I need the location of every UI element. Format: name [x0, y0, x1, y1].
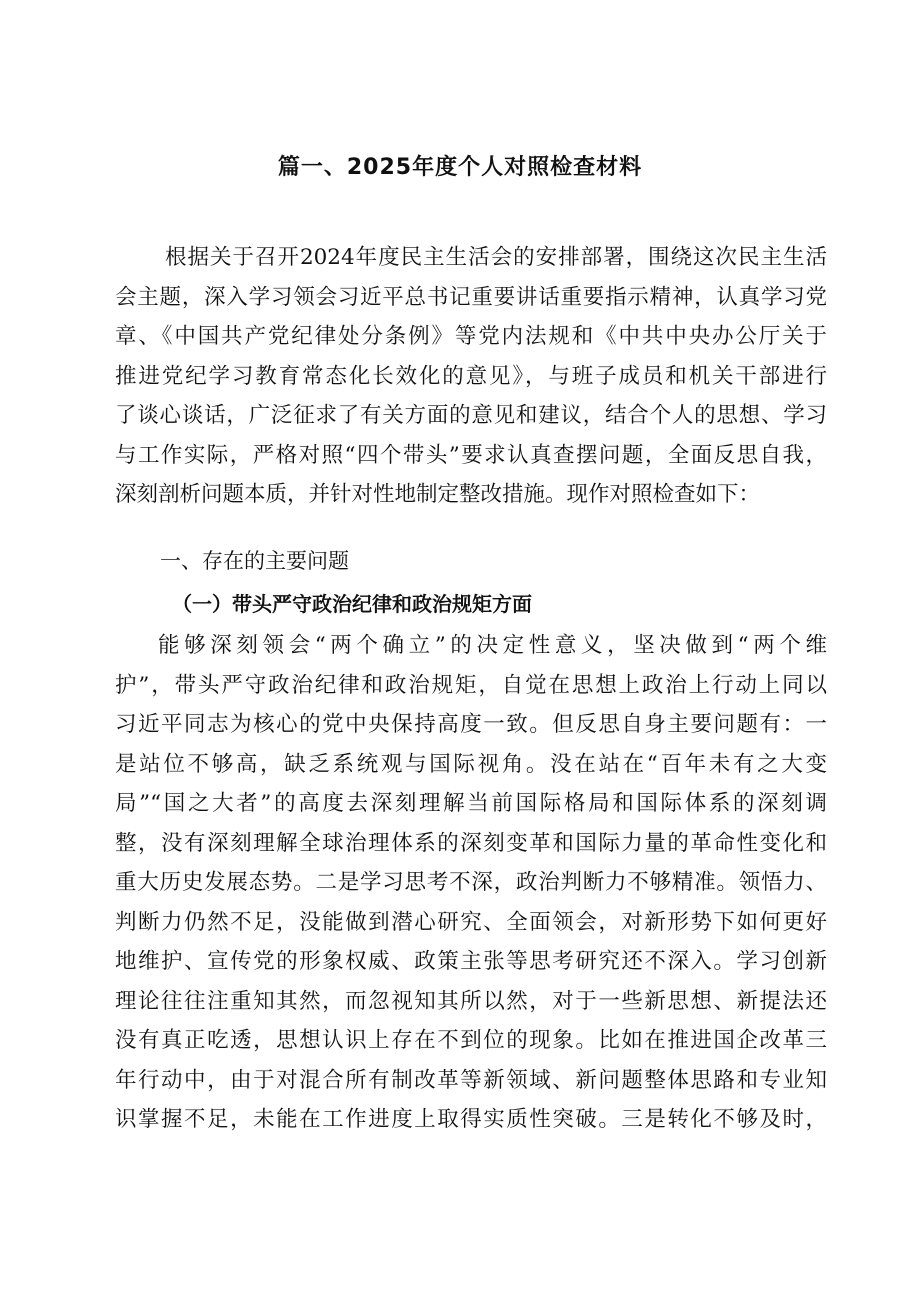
text-line: 习近平同志为核心的党中央保持高度一致。但反思自身主要问题有：一 [115, 712, 827, 737]
text-line: 推进党纪学习教育常态化长效化的意见》，与班子成员和机关干部进行 [115, 363, 827, 389]
text-line: 局”“国之大者”的高度去深刻理解当前国际格局和国际体系的深刻调 [115, 791, 827, 816]
text-line: 整，没有深刻理解全球治理体系的深刻变革和国际力量的革命性变化和 [115, 830, 827, 856]
text-line: 年行动中，由于对混合所有制改革等新领域、新问题整体思路和专业知 [115, 1067, 827, 1093]
text-line: 是站位不够高，缺乏系统观与国际视角。没在站在“百年未有之大变 [115, 751, 827, 777]
text-line: 没有真正吃透，思想认识上存在不到位的现象。比如在推进国企改革三 [115, 1028, 827, 1053]
text-line: 章、《中国共产党纪律处分条例》等党内法规和《中共中央办公厅关于 [115, 324, 827, 349]
text-line: 判断力仍然不足，没能做到潜心研究、全面领会，对新形势下如何更好 [115, 909, 827, 935]
section-heading: 一、存在的主要问题 [160, 549, 349, 573]
text-line: 护”，带头严守政治纪律和政治规矩，自觉在思想上政治上行动上同以 [115, 672, 827, 698]
text-line: 理论往往注重知其然，而忽视知其所以然，对于一些新思想、新提法还 [115, 988, 827, 1014]
text-line: 地维护、宣传党的形象权威、政策主张等思考研究还不深入。学习创新 [115, 949, 827, 974]
text-line: 能够深刻领会“两个确立”的决定性意义，坚决做到“两个维 [158, 633, 827, 658]
text-line: 识掌握不足，未能在工作进度上取得实质性突破。三是转化不够及时， [115, 1107, 827, 1132]
subsection-heading: （一）带头严守政治纪律和政治规矩方面 [172, 592, 532, 616]
text-line: 深刻剖析问题本质，并针对性地制定整改措施。现作对照检查如下： [115, 482, 761, 507]
text-line: 与工作实际，严格对照“四个带头”要求认真查摆问题，全面反思自我， [115, 442, 827, 468]
text-line: 根据关于召开2024年度民主生活会的安排部署，围绕这次民主生活 [165, 245, 827, 270]
text-line: 重大历史发展态势。二是学习思考不深，政治判断力不够精准。领悟力、 [115, 870, 827, 895]
document-title: 篇一、2025年度个人对照检查材料 [277, 155, 643, 180]
text-line: 了谈心谈话，广泛征求了有关方面的意见和建议，结合个人的思想、学习 [115, 403, 827, 428]
text-line: 会主题，深入学习领会习近平总书记重要讲话重要指示精神，认真学习党 [115, 284, 827, 310]
